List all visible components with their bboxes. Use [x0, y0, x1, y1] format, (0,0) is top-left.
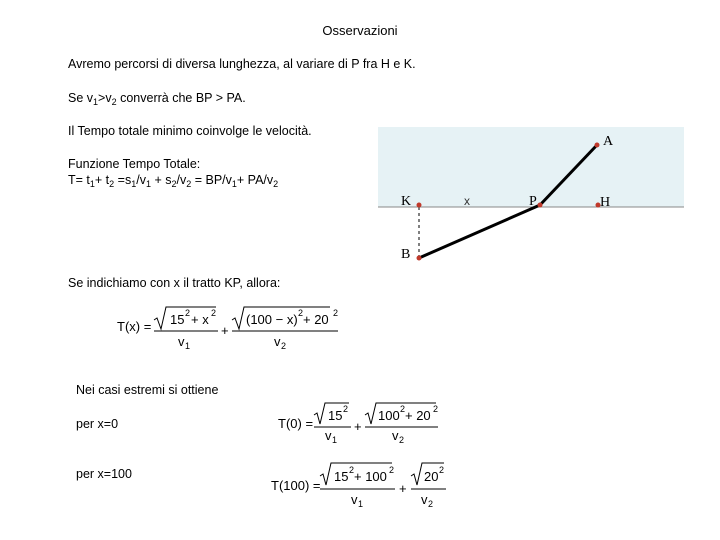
fx-den2-sub: 2 [281, 341, 287, 351]
tf-g: = BP/v [191, 173, 232, 187]
f100-den2-sub: 2 [428, 499, 434, 509]
f100-rad2-exp: 2 [439, 465, 445, 475]
f100-rad1-a: 15 [334, 469, 349, 484]
f0-rad1-exp: 2 [343, 404, 349, 414]
case-100-label: per x=100 [76, 467, 132, 481]
f100-den1: v [351, 492, 358, 507]
case-0-label: per x=0 [76, 417, 119, 431]
fx-rad1-exp-b: 2 [211, 308, 217, 318]
f0-rad2-exp-b: 2 [433, 404, 439, 414]
point-k [417, 203, 422, 208]
f100-rad2-a: 20 [424, 469, 439, 484]
label-k: K [401, 194, 412, 209]
tf-c-sub: 1 [131, 179, 137, 189]
fx-rad1-a: 15 [170, 312, 185, 327]
f0-den1-sub: 1 [332, 435, 338, 445]
tf-c: =s [114, 173, 132, 187]
label-p: P [529, 194, 537, 209]
fx-rad2-a: (100 − x) [246, 312, 298, 327]
page-title: Osservazioni [322, 23, 398, 38]
fx-plus: + [221, 323, 229, 338]
observation-line-3: Il Tempo totale minimo coinvolge le velocità. [68, 124, 312, 138]
fx-den1-sub: 1 [185, 341, 191, 351]
observation-line-1: Avremo percorsi di diversa lunghezza, al variare di P fra H e K. [68, 57, 416, 71]
label-x: x [464, 194, 470, 208]
tf-h-sub: 2 [273, 179, 279, 189]
label-h: H [600, 195, 611, 210]
tf-a: T= t [68, 173, 90, 187]
tf-d-sub: 1 [145, 179, 151, 189]
fx-rad2-exp-b: 2 [333, 308, 339, 318]
f100-rad1-exp-a: 2 [349, 465, 355, 475]
label-a: A [603, 134, 614, 149]
fx-den2: v [274, 334, 281, 349]
f100-rad1-exp-b: 2 [389, 465, 395, 475]
fx-rad1-b: + x [191, 312, 209, 327]
fx-lhs: T(x) = [117, 319, 152, 334]
f0-rad2-a: 100 [378, 408, 400, 423]
fx-rad2-exp-a: 2 [298, 308, 304, 318]
f0-lhs: T(0) = [278, 416, 314, 431]
f0-den2: v [392, 428, 399, 443]
line2-post: converrà che BP > PA. [116, 91, 246, 105]
f0-rad2-exp-a: 2 [400, 404, 406, 414]
tf-g-sub: 1 [231, 179, 237, 189]
f100-den1-sub: 1 [358, 499, 364, 509]
f0-rad2-b: + 20 [405, 408, 431, 423]
bp-segment [419, 205, 540, 258]
tf-h: + PA/v [236, 173, 274, 187]
tf-a-sub: 1 [89, 179, 95, 189]
tf-b-sub: 2 [109, 179, 115, 189]
fx-den1: v [178, 334, 185, 349]
fx-rad2-b: + 20 [303, 312, 329, 327]
fx-rad1-exp: 2 [185, 308, 191, 318]
f0-den1: v [325, 428, 332, 443]
line2-mid: >v [98, 91, 112, 105]
f100-den2: v [421, 492, 428, 507]
f0-plus: + [354, 419, 362, 434]
f0-den2-sub: 2 [399, 435, 405, 445]
point-b [417, 256, 422, 261]
kp-sentence: Se indichiamo con x il tratto KP, allora: [68, 276, 281, 290]
line2-sub-1: 1 [93, 97, 99, 107]
line2-sub-2: 2 [111, 97, 117, 107]
tempo-heading: Funzione Tempo Totale: [68, 157, 201, 171]
label-b: B [401, 247, 411, 262]
point-a [595, 143, 600, 148]
point-p [538, 203, 543, 208]
f100-plus: + [399, 481, 407, 496]
tf-e-sub: 2 [171, 179, 177, 189]
tf-d: /v [136, 173, 146, 187]
tf-b: + t [94, 173, 110, 187]
formula-t-100 [268, 455, 448, 510]
f100-rad1-b: + 100 [354, 469, 387, 484]
line2-pre: Se v [68, 91, 94, 105]
f100-lhs: T(100) = [271, 478, 321, 493]
formula-t-x [112, 298, 342, 352]
tf-f: /v [176, 173, 187, 187]
formula-t-0 [272, 398, 442, 446]
extremes-heading: Nei casi estremi si ottiene [76, 383, 219, 397]
f0-rad1-a: 15 [328, 408, 343, 423]
tf-f-sub: 2 [186, 179, 192, 189]
tf-e: + s [150, 173, 172, 187]
